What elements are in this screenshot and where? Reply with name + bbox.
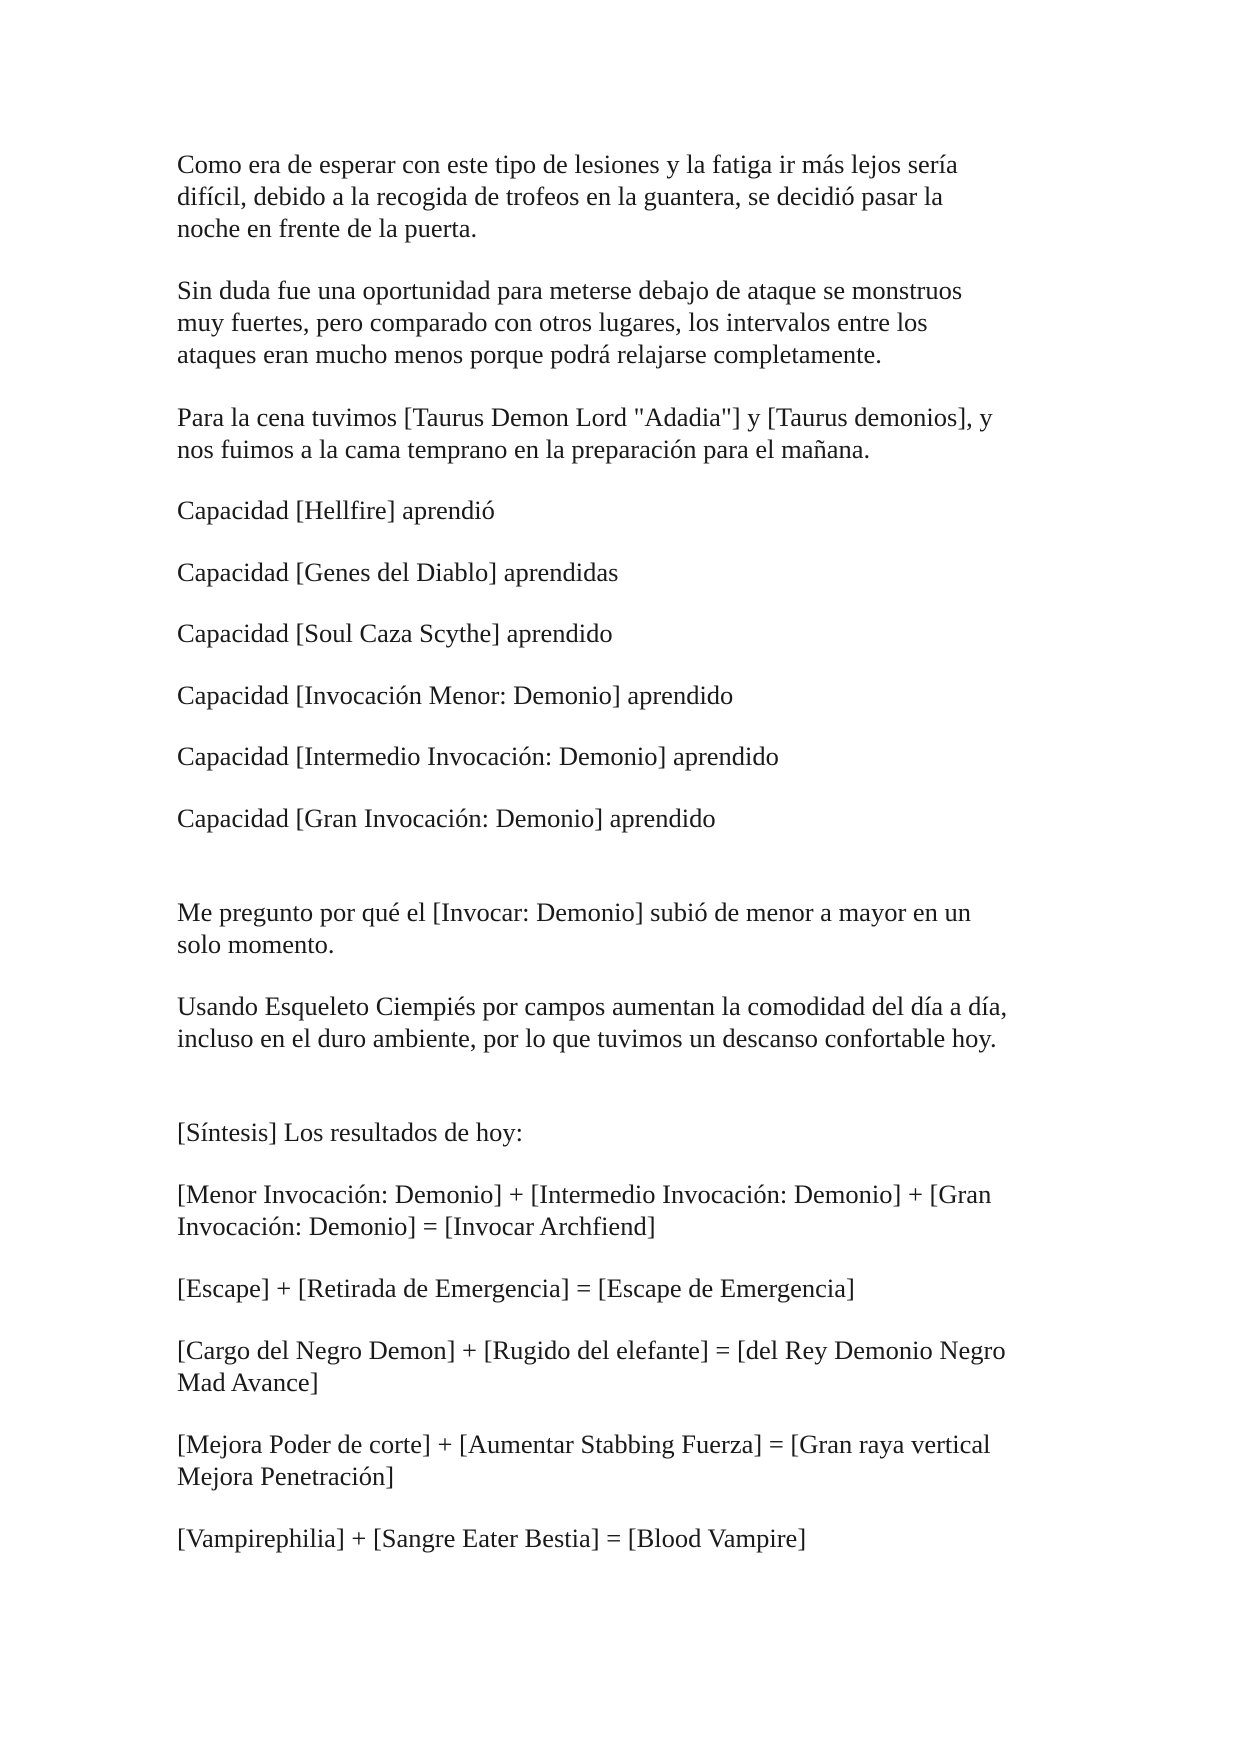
synthesis-result-1-line-1: [Menor Invocación: Demonio] + [Intermedio Invocación: Demonio] + [Gran xyxy=(177,1179,992,1209)
ability-learned-invocacion-menor: Capacidad [Invocación Menor: Demonio] aprendido xyxy=(177,680,734,710)
synthesis-result-4-line-2: Mejora Penetración] xyxy=(177,1461,395,1491)
paragraph-3-line-2: nos fuimos a la cama temprano en la preparación para el mañana. xyxy=(177,434,871,464)
ability-learned-soul-caza-scythe: Capacidad [Soul Caza Scythe] aprendido xyxy=(177,618,613,648)
synthesis-result-3-line-2: Mad Avance] xyxy=(177,1367,319,1397)
paragraph-5-line-1: Usando Esqueleto Ciempiés por campos aumentan la comodidad del día a día, xyxy=(177,991,1008,1021)
synthesis-heading: [Síntesis] Los resultados de hoy: xyxy=(177,1117,523,1147)
synthesis-result-1-line-2: Invocación: Demonio] = [Invocar Archfiend] xyxy=(177,1211,656,1241)
ability-learned-intermedio-invocacion: Capacidad [Intermedio Invocación: Demonio] aprendido xyxy=(177,741,779,771)
synthesis-result-2: [Escape] + [Retirada de Emergencia] = [Escape de Emergencia] xyxy=(177,1273,855,1303)
paragraph-4-line-2: solo momento. xyxy=(177,929,335,959)
ability-learned-genes-del-diablo: Capacidad [Genes del Diablo] aprendidas xyxy=(177,557,619,587)
paragraph-3-line-1: Para la cena tuvimos [Taurus Demon Lord "Adadia"] y [Taurus demonios], y xyxy=(177,402,993,432)
paragraph-4-line-1: Me pregunto por qué el [Invocar: Demonio] subió de menor a mayor en un xyxy=(177,897,972,927)
paragraph-1-line-3: noche en frente de la puerta. xyxy=(177,213,478,243)
synthesis-result-3-line-1: [Cargo del Negro Demon] + [Rugido del elefante] = [del Rey Demonio Negro xyxy=(177,1335,1006,1365)
paragraph-2-line-3: ataques eran mucho menos porque podrá relajarse completamente. xyxy=(177,339,882,369)
ability-learned-gran-invocacion: Capacidad [Gran Invocación: Demonio] aprendido xyxy=(177,803,716,833)
paragraph-2-line-1: Sin duda fue una oportunidad para meterse debajo de ataque se monstruos xyxy=(177,275,963,305)
paragraph-5-line-2: incluso en el duro ambiente, por lo que tuvimos un descanso confortable hoy. xyxy=(177,1023,997,1053)
synthesis-result-4-line-1: [Mejora Poder de corte] + [Aumentar Stabbing Fuerza] = [Gran raya vertical xyxy=(177,1429,991,1459)
paragraph-1-line-2: difícil, debido a la recogida de trofeos en la guantera, se decidió pasar la xyxy=(177,181,943,211)
ability-learned-hellfire: Capacidad [Hellfire] aprendió xyxy=(177,495,495,525)
paragraph-1-line-1: Como era de esperar con este tipo de lesiones y la fatiga ir más lejos sería xyxy=(177,149,958,179)
paragraph-2-line-2: muy fuertes, pero comparado con otros lugares, los intervalos entre los xyxy=(177,307,928,337)
synthesis-result-5: [Vampirephilia] + [Sangre Eater Bestia] = [Blood Vampire] xyxy=(177,1523,807,1553)
